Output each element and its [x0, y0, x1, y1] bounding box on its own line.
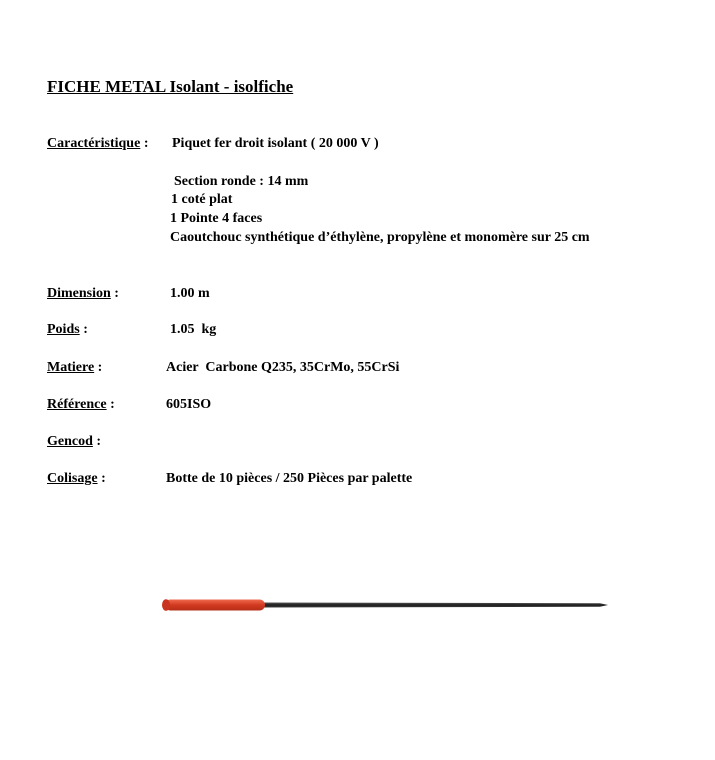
- caracteristique-line-5: Caoutchouc synthétique d’éthylène, propylène et monomère sur 25 cm: [170, 230, 590, 245]
- label-caracteristique: [47, 136, 148, 152]
- label-separator: :: [79, 322, 88, 337]
- label-colisage-text: Colisage: [47, 471, 98, 486]
- label-separator: :: [97, 471, 106, 486]
- caracteristique-line-3: 1 coté plat: [171, 192, 233, 207]
- value-matiere: Acier Carbone Q235, 35CrMo, 55CrSi: [166, 360, 400, 375]
- value-dimension: 1.00 m: [170, 286, 210, 301]
- label-separator: :: [94, 360, 103, 375]
- value-poids: 1.05 kg: [170, 322, 217, 337]
- label-reference-text: Référence: [47, 397, 107, 412]
- caracteristique-line-2: Section ronde : 14 mm: [174, 174, 309, 189]
- steel-shaft: [257, 603, 608, 608]
- label-colisage: [47, 471, 106, 487]
- rubber-handle: [165, 600, 265, 611]
- label-poids-text: Poids: [47, 322, 80, 337]
- value-reference: 605ISO: [166, 397, 212, 412]
- label-separator: :: [110, 286, 119, 301]
- label-caracteristique-text: Caractéristique: [47, 136, 141, 151]
- caracteristique-line-4: 1 Pointe 4 faces: [170, 211, 263, 226]
- value-colisage: Botte de 10 pièces / 250 Pièces par palette: [166, 471, 413, 486]
- label-separator: :: [92, 434, 102, 449]
- label-dimension-text: Dimension: [47, 286, 111, 301]
- label-gencod-text: Gencod: [47, 434, 93, 449]
- label-poids: [47, 322, 88, 338]
- rubber-end-cap: [162, 599, 170, 611]
- label-gencod: [47, 434, 101, 450]
- product-image: [145, 565, 620, 650]
- label-matiere-text: Matiere: [47, 360, 95, 375]
- label-separator: :: [106, 397, 115, 412]
- label-separator: :: [140, 136, 149, 151]
- label-matiere: [47, 360, 102, 376]
- label-reference: [47, 397, 115, 413]
- page-title: FICHE METAL Isolant - isolfiche: [47, 77, 294, 96]
- label-dimension: [47, 286, 119, 302]
- caracteristique-line-1: Piquet fer droit isolant ( 20 000 V ): [172, 136, 379, 151]
